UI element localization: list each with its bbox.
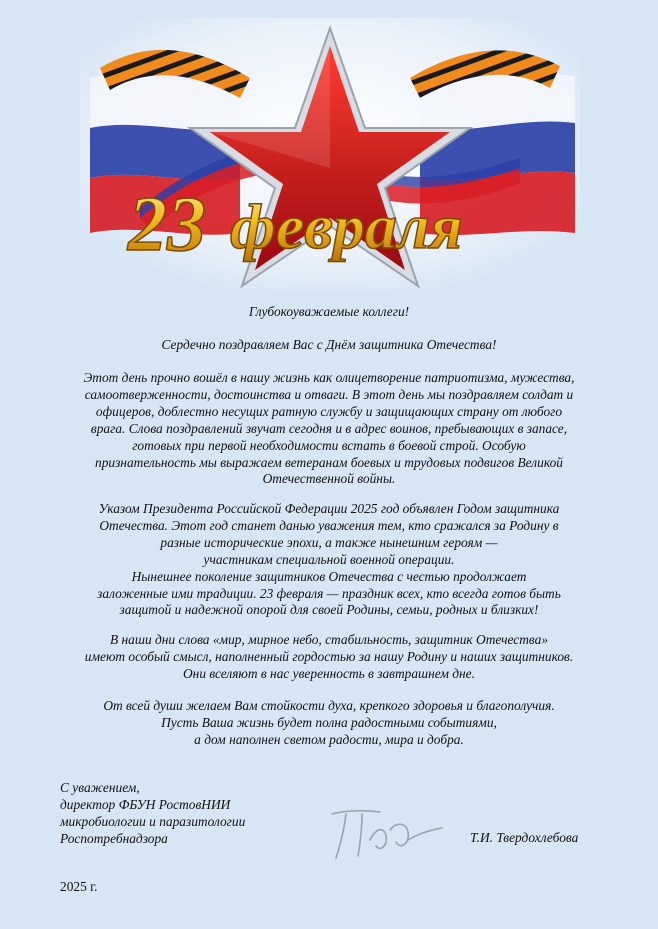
- paragraph-line: признательность мы выражаем ветеранам боевых и трудовых подвигов Великой: [95, 454, 563, 470]
- banner-illustration: [80, 18, 580, 290]
- paragraph-line: Они вселяют в нас уверенность в завтрашнем дне.: [183, 665, 475, 681]
- handwritten-signature: [318, 800, 448, 866]
- paragraph-line: Пусть Ваша жизнь будет полна радостными событиями,: [161, 714, 497, 730]
- paragraph-line: имеют особый смысл, наполненный гордостью за нашу Родину и наших защитников.: [84, 648, 574, 664]
- paragraph-line: В наши дни слова «мир, мирное небо, стабильность, защитник Отечества»: [109, 632, 549, 647]
- signer-title-line: директор ФБУН РостовНИИ: [60, 796, 231, 812]
- paragraph-line: От всей души желаем Вам стойкости духа, крепкого здоровья и благополучия.: [103, 698, 555, 713]
- document-year: 2025 г.: [60, 879, 98, 894]
- paragraph-1: [0, 370, 658, 488]
- paragraph-3: [0, 632, 658, 683]
- paragraph-line: Отечества. Этот год станет данью уважения тем, кто сражался за Родину в: [99, 517, 559, 533]
- congrats-line: [0, 337, 658, 354]
- paragraph-4: [0, 698, 658, 749]
- greeting-line: [0, 304, 658, 321]
- banner-number: 23: [128, 180, 206, 267]
- paragraph-line: защитой и надежной опорой для своей Родины, семьи, родных и близких!: [119, 602, 539, 618]
- congrats-text: Сердечно поздравляем Вас с Днём защитника Отечества!: [161, 337, 497, 352]
- greeting-text: Глубокоуважаемые коллеги!: [248, 304, 410, 319]
- paragraph-line: заложенные ими традиции. 23 февраля — праздник всех, кто всегда готов быть: [97, 585, 561, 601]
- paragraph-line: самоотверженности, достоинства и отваги. В этот день мы поздравляем солдат и: [84, 386, 574, 402]
- paragraph-2: [0, 501, 658, 619]
- signer-title-line: Роспотребнадзора: [60, 830, 168, 846]
- signature-block: [60, 780, 245, 848]
- paragraph-line: Этот день прочно вошёл в нашу жизнь как олицетворение патриотизма, мужества,: [83, 370, 575, 385]
- closing-line: С уважением,: [60, 780, 140, 795]
- paragraph-line: а дом наполнен светом радости, мира и добра.: [194, 731, 464, 747]
- paragraph-line: разные исторические эпохи, а также нынешним героям —: [160, 534, 498, 550]
- paragraph-line: врага. Слова поздравлений звучат сегодня и в адрес воинов, пребывающих в запасе,: [90, 420, 568, 436]
- signer-title-line: микробиологии и паразитологии: [60, 813, 246, 829]
- paragraph-line: Указом Президента Российской Федерации 2025 год объявлен Годом защитника: [98, 501, 560, 516]
- holiday-banner: [80, 18, 580, 290]
- paragraph-line: участникам специальной военной операции.: [203, 551, 455, 567]
- paragraph-line: офицеров, доблестно несущих ратную службу и защищающих страну от любого: [95, 403, 563, 419]
- signer-name: Т.И. Твердохлебова: [470, 830, 579, 845]
- paragraph-line: Нынешнее поколение защитников Отечества с честью продолжает: [131, 568, 527, 584]
- paragraph-line: Отечественной войны.: [262, 471, 396, 487]
- paragraph-line: готовых при первой необходимости встать в боевой строй. Особую: [132, 437, 526, 453]
- banner-word: февраля: [230, 191, 463, 262]
